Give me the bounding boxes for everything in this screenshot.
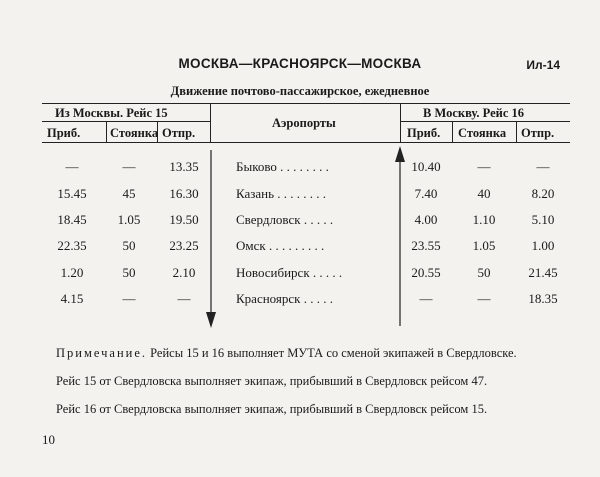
r-dep-cell: 18.35: [528, 291, 558, 306]
airport-name: Омск . . . . . . . . .: [236, 238, 325, 253]
r-stop-cell: —: [477, 291, 491, 306]
col-divider-4: [516, 122, 517, 142]
airport-name: Свердловск . . . . .: [236, 212, 334, 227]
r-dep-cell: 5.10: [531, 212, 555, 227]
r-arr-cell: 4.00: [414, 212, 438, 227]
stop-cell: —: [122, 291, 136, 306]
col-divider-1: [106, 122, 107, 142]
table-header-bottom-rule: [42, 142, 570, 143]
r-stop-cell: 1.10: [472, 212, 496, 227]
note-1: [42, 346, 582, 360]
page-number: 10: [42, 432, 55, 447]
r-stop-cell: 50: [477, 265, 491, 280]
arr-cell: 15.45: [57, 186, 87, 201]
right-dep-header: Отпр.: [521, 126, 555, 140]
r-arr-cell: 23.55: [411, 238, 441, 253]
dep-cell: 23.25: [169, 238, 199, 253]
r-arr-cell: 20.55: [411, 265, 441, 280]
note-2: [42, 374, 582, 388]
r-arr-cell: —: [419, 291, 433, 306]
stop-cell: 1.05: [117, 212, 141, 227]
airport-name: Быково . . . . . . . .: [236, 159, 329, 174]
left-group-header: Из Москвы. Рейс 15: [55, 106, 168, 120]
r-stop-cell: 40: [477, 186, 491, 201]
r-stop-cell: 1.05: [472, 238, 496, 253]
col-divider-right-main: [400, 104, 401, 142]
r-dep-cell: 1.00: [531, 238, 555, 253]
note-label: Примечание.: [56, 346, 148, 360]
airport-name: Казань . . . . . . . .: [236, 186, 327, 201]
aircraft-code: Ил-14: [526, 58, 560, 72]
right-group-header: В Москву. Рейс 16: [423, 106, 525, 120]
right-stop-header: Стоянка: [458, 126, 507, 140]
arrow-down-icon: [204, 150, 218, 330]
r-dep-cell: 8.20: [531, 186, 555, 201]
col-divider-3: [452, 122, 453, 142]
airport-name: Новосибирск . . . . .: [236, 265, 343, 280]
note-3: [42, 402, 582, 416]
dep-cell: 2.10: [172, 265, 196, 280]
r-dep-cell: 21.45: [528, 265, 558, 280]
dep-cell: 19.50: [169, 212, 199, 227]
note-3-text: Рейс 16 от Свердловска выполняет экипаж, прибывший в Свердловск рейсом 15.: [56, 402, 488, 416]
dep-cell: 13.35: [169, 159, 199, 174]
arr-cell: —: [65, 159, 79, 174]
table-top-rule: [42, 103, 570, 104]
note-2-text: Рейс 15 от Свердловска выполняет экипаж, прибывший в Свердловск рейсом 47.: [56, 374, 488, 388]
arr-cell: 18.45: [57, 212, 87, 227]
left-arr-header: Приб.: [47, 126, 81, 140]
r-arr-cell: 7.40: [414, 186, 438, 201]
left-dep-header: Отпр.: [162, 126, 196, 140]
stop-cell: 50: [122, 265, 136, 280]
stop-cell: 45: [122, 186, 136, 201]
note-1-text: Рейсы 15 и 16 выполняет МУТА со сменой экипажей в Свердловске.: [150, 346, 517, 360]
page-subtitle: Движение почтово-пассажирское, ежедневное: [170, 84, 430, 98]
right-arr-header: Приб.: [407, 126, 441, 140]
arr-cell: 22.35: [57, 238, 87, 253]
r-dep-cell: —: [536, 159, 550, 174]
dep-cell: 16.30: [169, 186, 199, 201]
stop-cell: 50: [122, 238, 136, 253]
airports-header: Аэропорты: [272, 116, 336, 130]
left-stop-header: Стоянка: [110, 126, 159, 140]
page-title: МОСКВА—КРАСНОЯРСК—МОСКВА: [178, 56, 422, 71]
group-header-rule-right: [400, 121, 570, 122]
dep-cell: —: [177, 291, 191, 306]
col-divider-left-main: [210, 104, 211, 142]
arrow-up-icon: [393, 146, 407, 326]
stop-cell: —: [122, 159, 136, 174]
r-stop-cell: —: [477, 159, 491, 174]
group-header-rule-left: [42, 121, 210, 122]
r-arr-cell: 10.40: [411, 159, 441, 174]
arr-cell: 4.15: [60, 291, 84, 306]
arr-cell: 1.20: [60, 265, 84, 280]
airport-name: Красноярск . . . . .: [236, 291, 333, 306]
